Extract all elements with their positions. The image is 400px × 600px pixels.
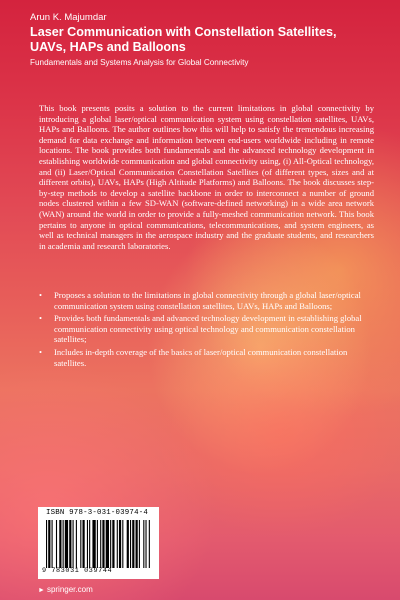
barcode-bar — [100, 520, 101, 568]
barcode-bar — [46, 520, 47, 568]
barcode-bar — [59, 520, 61, 568]
barcode-bar — [119, 520, 121, 568]
barcode-bar — [110, 520, 111, 568]
publisher-website[interactable] — [38, 585, 93, 594]
author-name: Arun K. Majumdar — [30, 12, 107, 23]
bullet-icon: • — [39, 313, 43, 324]
list-item — [39, 347, 374, 368]
barcode-bar — [73, 520, 74, 568]
barcode-bar — [65, 520, 68, 568]
book-subtitle: Fundamentals and Systems Analysis for Global Connectivity — [30, 58, 249, 67]
barcode-bar — [145, 520, 146, 568]
barcode-bar — [89, 520, 90, 568]
list-item-text: Provides both fundamentals and advanced technology development in establishing global communication connectivity using optical technology and communication constellation satellites; — [54, 313, 362, 345]
barcode-bar — [69, 520, 71, 568]
website-text: springer.com — [46, 585, 93, 594]
barcode-bar — [102, 520, 104, 568]
barcode-bar — [112, 520, 114, 568]
barcode-bar — [87, 520, 88, 568]
barcode-digits: 9 783031 039744 — [42, 567, 113, 575]
barcode-bar — [82, 520, 84, 568]
list-item-text: Includes in-depth coverage of the basics of laser/optical communication constellation satellites. — [54, 346, 348, 368]
barcode-bar — [76, 520, 77, 568]
barcode-bar — [106, 520, 109, 568]
barcode-bar — [52, 520, 53, 568]
bullet-icon: • — [39, 346, 43, 357]
barcode-bar — [127, 520, 129, 568]
barcode-panel — [38, 507, 159, 579]
barcode-bar — [92, 520, 95, 568]
list-item-text: Proposes a solution to the limitations in global connectivity through a global laser/optical communication system using constellation satellites, UAVs, HAPs and Balloons; — [54, 290, 361, 311]
barcode-bar — [63, 520, 64, 568]
barcode-bar — [117, 520, 118, 568]
barcode-graphic — [46, 520, 151, 568]
barcode-bar — [143, 520, 144, 568]
barcode-bar — [130, 520, 131, 568]
barcode-bar — [122, 520, 123, 568]
barcode-bar — [56, 520, 57, 568]
barcode-bar — [48, 520, 50, 568]
barcode-bar — [139, 520, 140, 568]
list-item — [39, 290, 374, 311]
feature-list — [39, 290, 374, 370]
list-item — [39, 313, 374, 345]
barcode-bar — [149, 520, 150, 568]
barcode-bar — [132, 520, 134, 568]
bullet-icon: • — [39, 290, 43, 300]
isbn-label: ISBN 978-3-031-03974-4 — [46, 509, 148, 517]
book-description: This book presents posits a solution to the current limitations in global connectivity by introducing a global laser/optical communication system using constellation satellites, UAVs, HAPs and Balloons. The author outlines how this will help to satisfy the tremendous increasing demand for data exchange and information between end-users worldwide including in remote locations. The book provides both fundamentals and the advanced technology development in establishing worldwide communication and global connectivity using, (i) All-Optical technology, and (ii) Laser/Optical Communication Constellation Satellites (of different types, sizes and at different orbits), UAVs, HAPs (High Altitude Platforms) and Balloons. The book discusses step-by-step methods to develop a satellite backbone in order to interconnect a number of ground nodes clustered within a few SD-WAN (software-defined networking) in a wide area network (WAN) around the world in order to provide a fully-meshed communication network. This book pertains to anyone in optical communications, telecommunications, and system engineers, as well as technical managers in the aerospace industry and the graduate students, and researchers in academia and research laboratories. — [39, 103, 374, 251]
book-title: Laser Communication with Constellation Satellites, UAVs, HAPs and Balloons — [30, 25, 337, 54]
barcode-bar — [136, 520, 138, 568]
arrow-right-icon: ► — [38, 587, 45, 594]
barcode-bar — [80, 520, 81, 568]
barcode-bar — [97, 520, 98, 568]
